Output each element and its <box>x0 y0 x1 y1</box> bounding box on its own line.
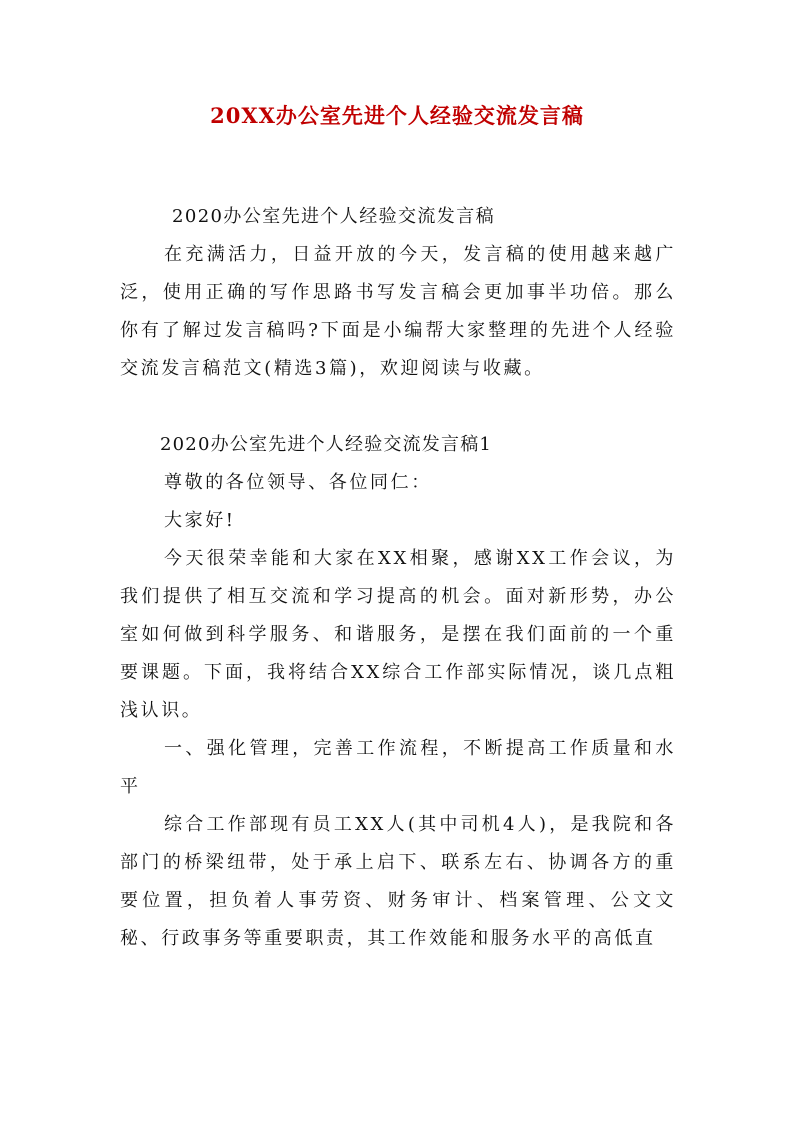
section-title: 2020办公室先进个人经验交流发言稿1 <box>160 434 493 455</box>
paragraph-gap <box>120 388 676 426</box>
greeting: 大家好! <box>164 510 236 531</box>
document-body <box>120 198 676 958</box>
document-title: 20XX办公室先进个人经验交流发言稿 <box>210 103 584 128</box>
body-paragraph-2: 综合工作部现有员工XX人(其中司机4人)，是我院和各部门的桥梁纽带，处于承上启下、联系左右、协调各方的重要位置，担负着人事劳资、财务审计、档案管理、公文文秘、行政事务等重要职责，其工作效能和服务水平的高低直 <box>120 814 676 949</box>
point-heading-1: 一、强化管理，完善工作流程，不断提高工作质量和水平 <box>120 738 676 797</box>
body-paragraph-1: 今天很荣幸能和大家在XX相聚，感谢XX工作会议，为我们提供了相互交流和学习提高的机会。面对新形势，办公室如何做到科学服务、和谐服务，是摆在我们面前的一个重要课题。下面，我将结合XX综合工作部实际情况，谈几点粗浅认识。 <box>120 548 676 721</box>
document-subtitle: 2020办公室先进个人经验交流发言稿 <box>172 206 496 227</box>
salutation: 尊敬的各位领导、各位同仁： <box>164 472 432 493</box>
intro-paragraph: 在充满活力，日益开放的今天，发言稿的使用越来越广泛，使用正确的写作思路书写发言稿会更加事半功倍。那么你有了解过发言稿吗?下面是小编帮大家整理的先进个人经验交流发言稿范文(精选3篇)，欢迎阅读与收藏。 <box>120 244 676 379</box>
